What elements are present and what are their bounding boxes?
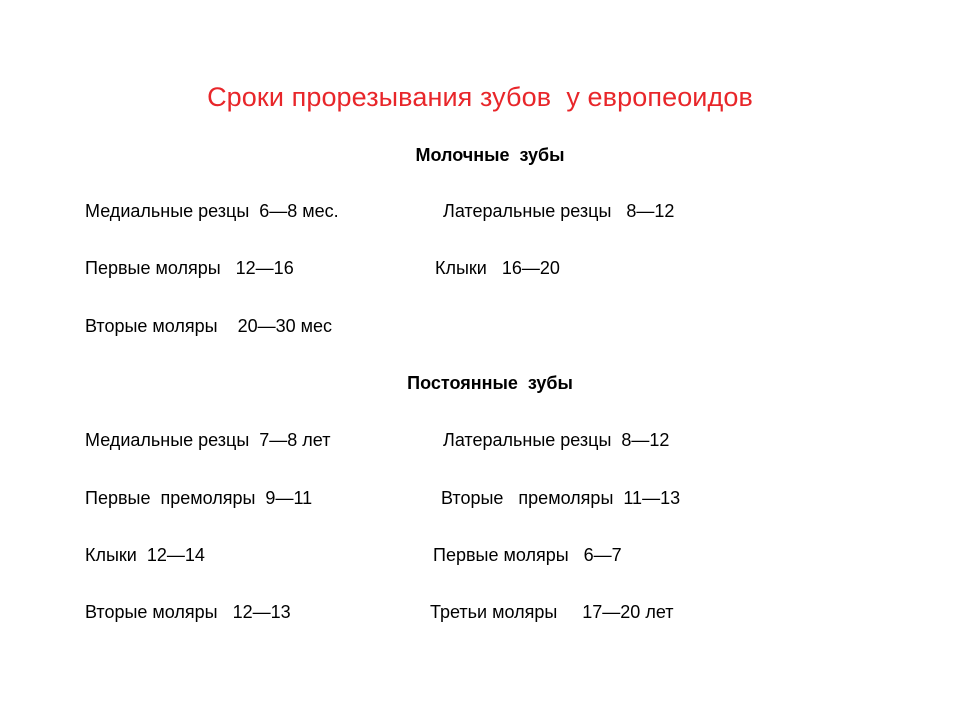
permanent-row-4-left: Вторые моляры 12—13 [85,602,291,622]
section-heading-permanent-teeth: Постоянные зубы [407,373,573,393]
primary-row-2-left: Первые моляры 12—16 [85,258,294,278]
primary-row-1-left: Медиальные резцы 6—8 мес. [85,201,339,221]
permanent-row-2-left: Первые премоляры 9—11 [85,488,313,508]
permanent-row-2-right: Вторые премоляры 11—13 [441,488,681,508]
primary-row-2-right: Клыки 16—20 [435,258,560,278]
permanent-row-1-right: Латеральные резцы 8—12 [443,430,670,450]
primary-row-3-left: Вторые моляры 20—30 мес [85,316,333,336]
permanent-row-1-left: Медиальные резцы 7—8 лет [85,430,331,450]
permanent-row-4-right: Третьи моляры 17—20 лет [430,602,674,622]
slide-title: Сроки прорезывания зубов у европеоидов [207,82,753,112]
permanent-row-3-right: Первые моляры 6—7 [433,545,622,565]
permanent-row-3-left: Клыки 12—14 [85,545,205,565]
section-heading-primary-teeth: Молочные зубы [415,145,565,165]
primary-row-1-right: Латеральные резцы 8—12 [443,201,675,221]
